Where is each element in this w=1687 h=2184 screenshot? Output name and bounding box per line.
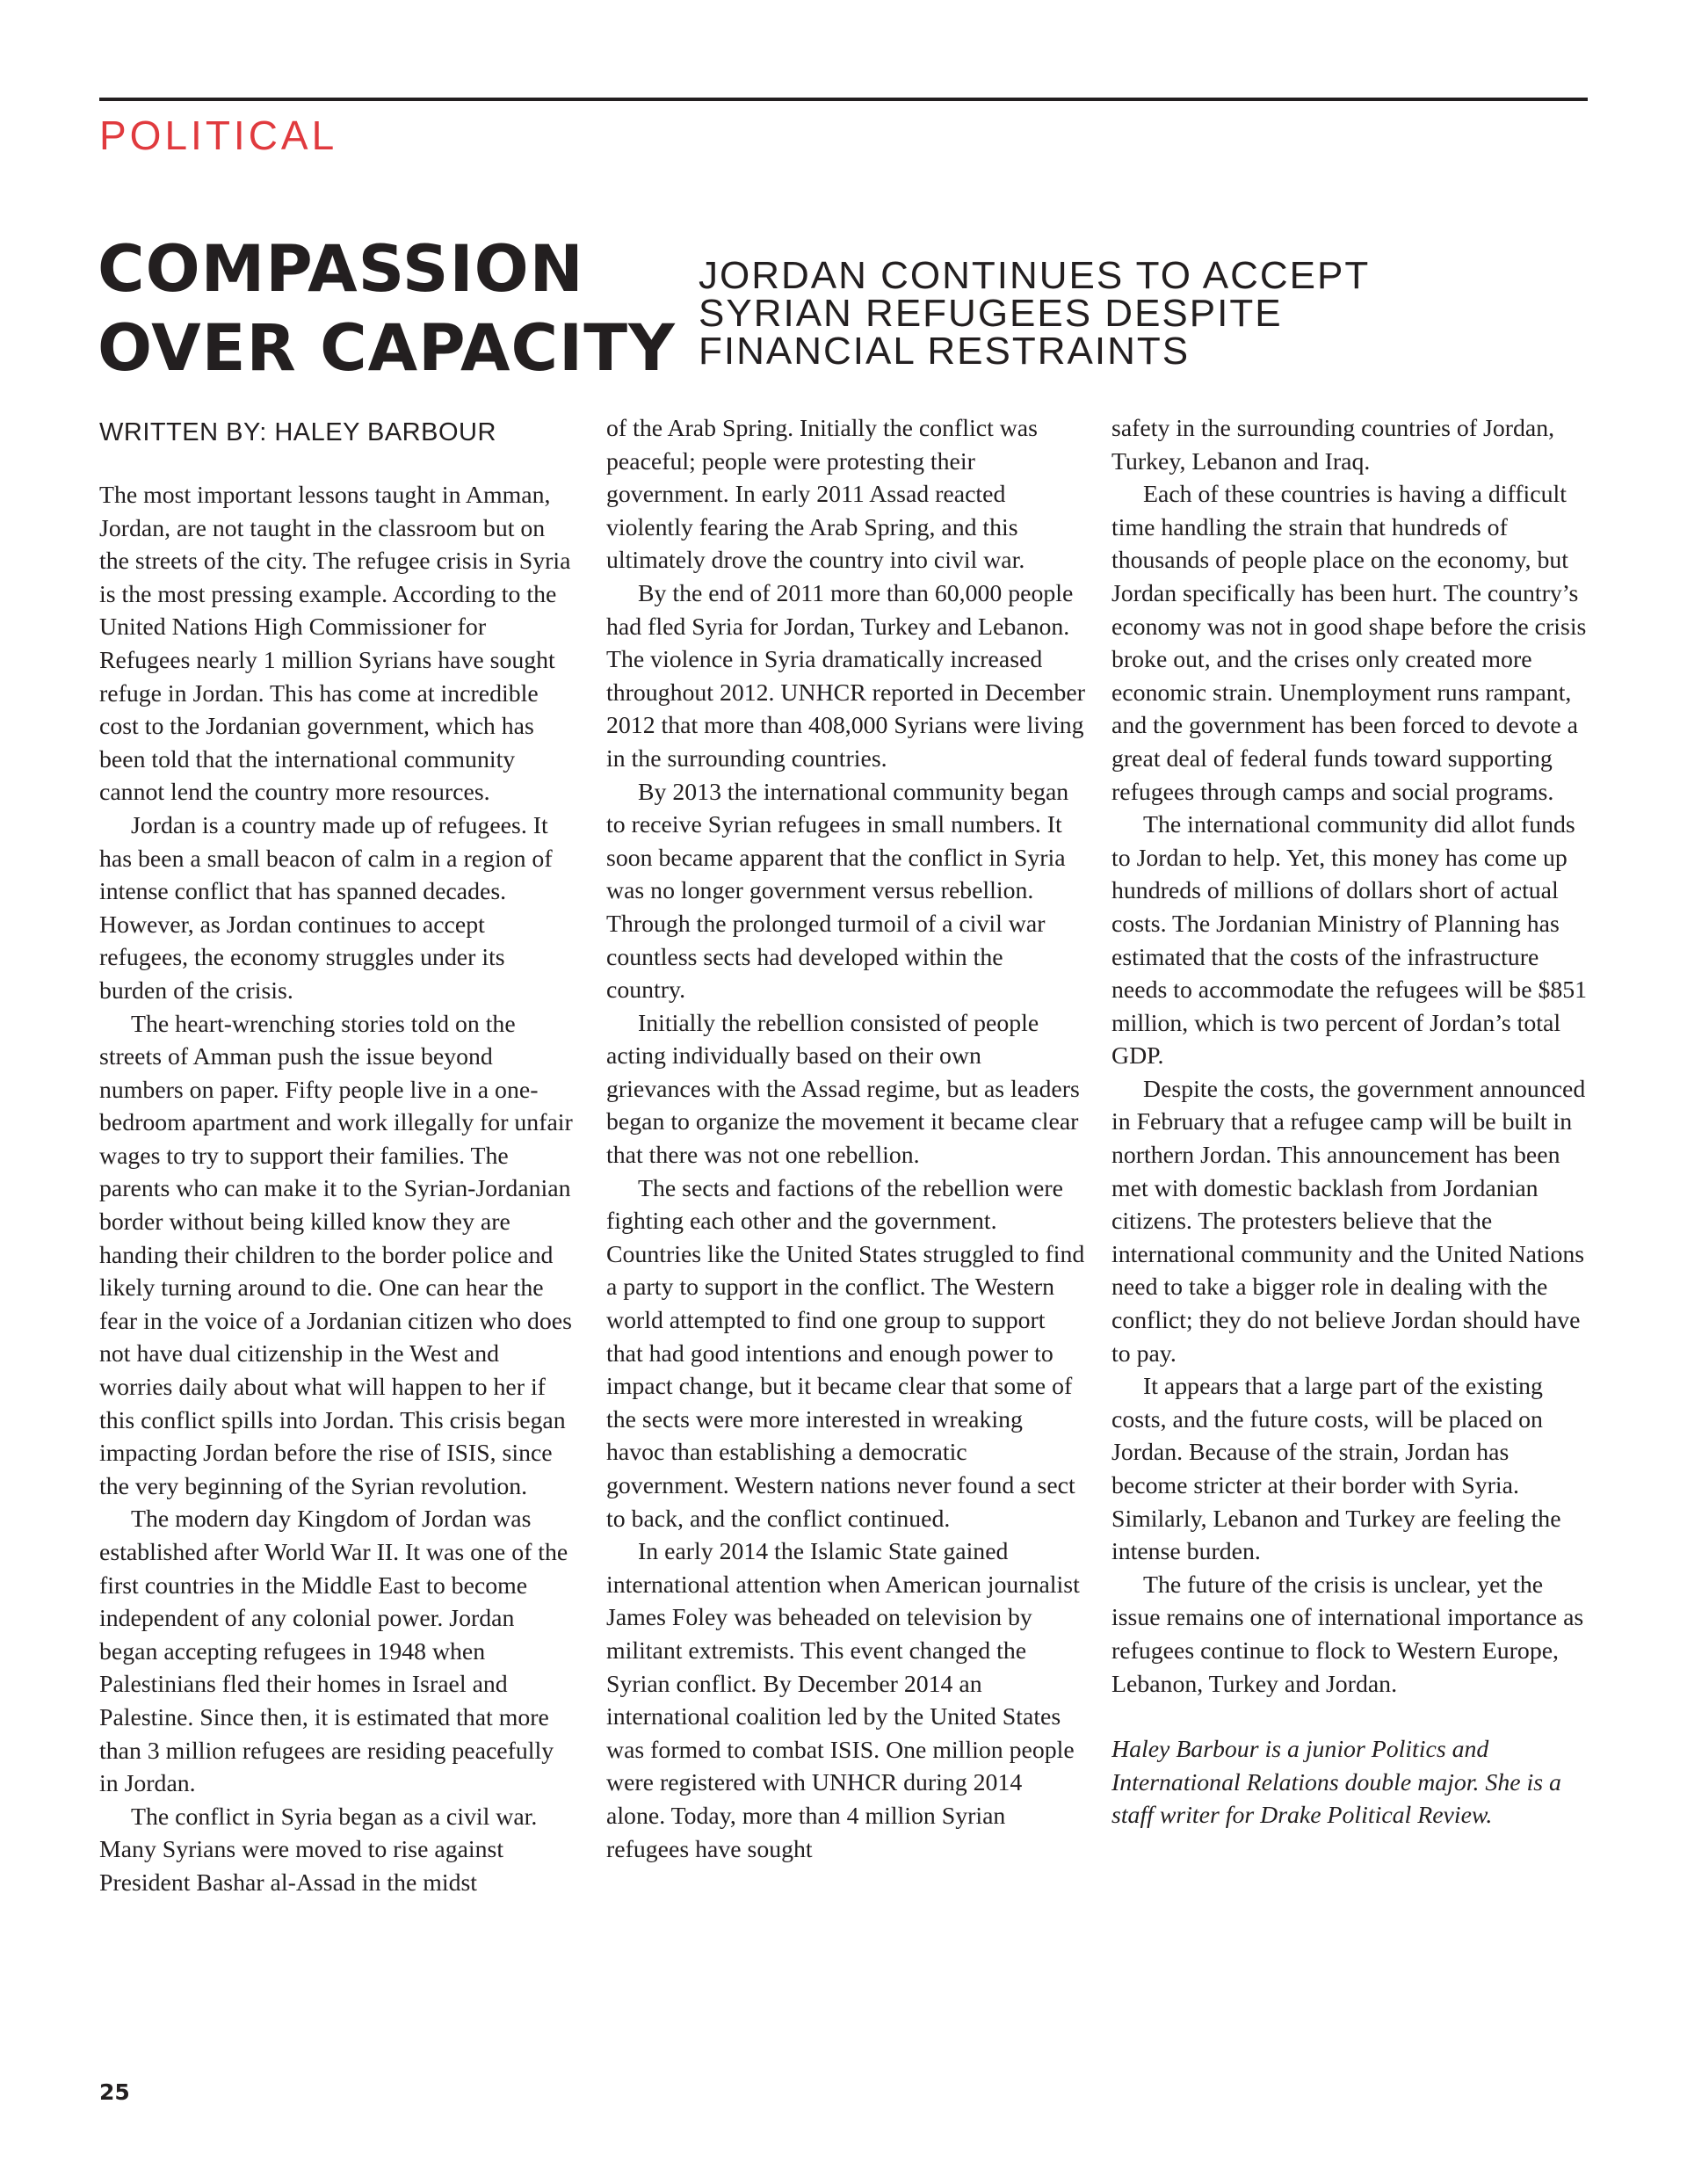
text-column-3 (1111, 412, 1590, 1832)
paragraph: The heart-wrenching stories told on the streets of Amman push the issue beyond numbers on paper. Fifty people live in a one-bedroom apartment and work illegally for unfair wages to try to support their families. The parents who can make it to the Syrian-Jordanian border without being killed know they are handing their children to the border police and likely turning around to die. One can hear the fear in the voice of a Jordanian citizen who does not have dual citizenship in the West and worries daily about what will happen to her if this conflict spills into Jordan. This crisis began impacting Jordan before the rise of ISIS, since the very beginning of the Syrian revolution. (99, 1010, 573, 1500)
title-line-1: COMPASSION (98, 232, 584, 307)
subtitle-line-2: SYRIAN REFUGEES DESPITE (699, 292, 1283, 335)
title-line-2: OVER CAPACITY (98, 311, 676, 386)
paragraph: The modern day Kingdom of Jordan was established after World War II. It was one of the first countries in the Middle East to become independent of any colonial power. Jordan began accepting refugees in 1948 when Palestinians fled their homes in Israel and Palestine. Since then, it is estimated that more than 3 million refugees are residing peacefully in Jordan. (99, 1506, 568, 1798)
text-column-2 (606, 412, 1085, 1866)
paragraph: Each of these countries is having a difficult time handling the strain that hundreds of thousands of people place on the economy, but Jordan specifically has been hurt. The country’s economy was not in good shape before the crisis broke out, and the crises only created more economic strain. Unemployment runs rampant, and the government has been forced to devote a great deal of federal funds toward supporting refugees through camps and social programs. (1111, 481, 1587, 806)
byline: WRITTEN BY: HALEY BARBOUR (99, 418, 496, 446)
paragraph: Jordan is a country made up of refugees. It has been a small beacon of calm in a region of intense conflict that has spanned decades. However, as Jordan continues to accept refugees, the economy struggles under its burden of the crisis. (99, 811, 553, 1005)
subtitle-line-1: JORDAN CONTINUES TO ACCEPT (699, 254, 1371, 297)
article-title (98, 230, 713, 388)
subtitle-line-3: FINANCIAL RESTRAINTS (699, 330, 1191, 373)
text-column-1 (99, 479, 578, 1900)
paragraph: By the end of 2011 more than 60,000 people had fled Syria for Jordan, Turkey and Lebanon. The violence in Syria dramatically increased throughout 2012. UNHCR reported in December 2012 that more than 408,000 Syrians were living in the surrounding countries. (606, 579, 1085, 773)
author-bio: Haley Barbour is a junior Politics and International Relations double major. She is a staff writer for Drake Political Review. (1111, 1736, 1561, 1830)
paragraph: The conflict in Syria began as a civil war. Many Syrians were moved to rise against President Bashar al-Assad in the midst (99, 1803, 538, 1897)
paragraph: It appears that a large part of the existing costs, and the future costs, will be placed on Jordan. Because of the strain, Jordan has become stricter at their border with Syria. Similarly, Lebanon and Turkey are feeling the intense burden. (1111, 1373, 1561, 1566)
paragraph: The sects and factions of the rebellion were fighting each other and the government. Countries like the United States struggled to find a party to support in the conflict. The Western world attempted to find one group to support that had good intentions and enough power to impact change, but it became clear that some of the sects were more interested in wreaking havoc than establishing a democratic government. Western nations never found a sect to back, and the conflict continued. (606, 1174, 1085, 1533)
article-subtitle (699, 254, 1489, 373)
paragraph: In early 2014 the Islamic State gained international attention when American journalist James Foley was beheaded on television by militant extremists. This event changed the Syrian conflict. By December 2014 an international coalition led by the United States was formed to combat ISIS. One million people were registered with UNHCR during 2014 alone. Today, more than 4 million Syrian refugees have sought (606, 1538, 1080, 1863)
top-rule (99, 98, 1588, 101)
paragraph: safety in the surrounding countries of Jordan, Turkey, Lebanon and Iraq. (1111, 415, 1555, 475)
section-label: POLITICAL (99, 112, 338, 158)
paragraph: The international community did allot funds to Jordan to help. Yet, this money has come up hundreds of millions of dollars short of actual costs. The Jordanian Ministry of Planning has estimated that the costs of the infrastructure needs to accommodate the refugees will be $851 million, which is two percent of Jordan’s total GDP. (1111, 811, 1588, 1070)
paragraph: Initially the rebellion consisted of people acting individually based on their own grievances with the Assad regime, but as leaders began to organize the movement it became clear that there was not one rebellion. (606, 1009, 1080, 1170)
paragraph: of the Arab Spring. Initially the conflict was peaceful; people were protesting their government. In early 2011 Assad reacted violently fearing the Arab Spring, and this ultimately drove the country into civil war. (606, 415, 1038, 575)
paragraph: By 2013 the international community began to receive Syrian refugees in small numbers. It soon became apparent that the conflict in Syria was no longer government versus rebellion. Through the prolonged turmoil of a civil war countless sects had developed within the country. (606, 778, 1069, 1005)
page-number: 25 (99, 2079, 130, 2105)
paragraph: The most important lessons taught in Amman, Jordan, are not taught in the classroom but on the streets of the city. The refugee crisis in Syria is the most pressing example. According to the United Nations High Commissioner for Refugees nearly 1 million Syrians have sought refuge in Jordan. This has come at incredible cost to the Jordanian government, which has been told that the international community cannot lend the country more resources. (99, 482, 571, 807)
paragraph: The future of the crisis is unclear, yet the issue remains one of international importance as refugees continue to flock to Western Europe, Lebanon, Turkey and Jordan. (1111, 1571, 1584, 1698)
paragraph: Despite the costs, the government announced in February that a refugee camp will be built in northern Jordan. This announcement has been met with domestic backlash from Jordanian citizens. The protesters believe that the international community and the United Nations need to take a bigger role in dealing with the conflict; they do not believe Jordan should have to pay. (1111, 1075, 1586, 1368)
